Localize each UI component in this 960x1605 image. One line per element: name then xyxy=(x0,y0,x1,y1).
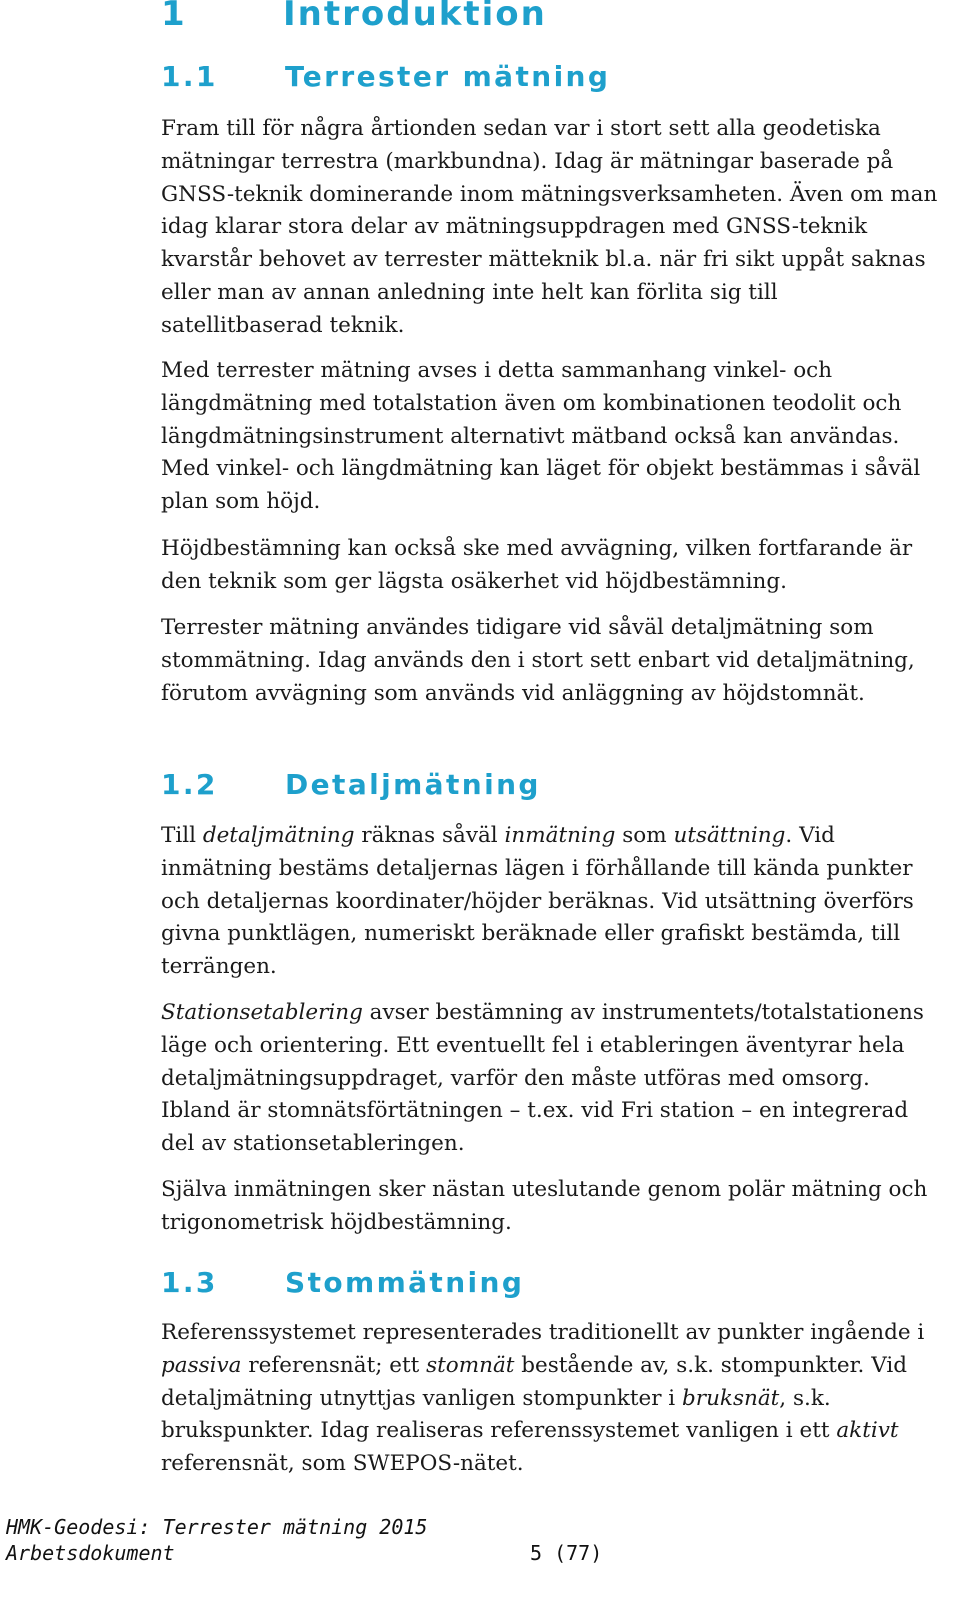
footer-doc-type: Arbetsdokument xyxy=(6,1541,175,1565)
section-title: Detaljmätning xyxy=(285,768,541,801)
text-run: Till xyxy=(161,823,203,848)
footer-page-number: 5 (77) xyxy=(530,1541,603,1565)
text-run: referensnät; ett xyxy=(241,1352,427,1378)
text-run: , s.k. brukspunkter. Idag realiseras referenssystemet vanligen i ett xyxy=(161,1385,837,1444)
paragraph xyxy=(161,820,946,984)
section-number: 1.1 xyxy=(161,60,218,93)
emphasis-term: utsättning xyxy=(673,823,786,848)
section-number: 1.2 xyxy=(161,768,218,801)
text-run: räknas såväl xyxy=(354,823,505,848)
section-title: Terrester mätning xyxy=(285,60,611,93)
footer-doc-title: HMK-Geodesi: Terrester mätning 2015 xyxy=(6,1515,428,1539)
text-run: Referenssystemet representerades traditionellt av punkter ingående i xyxy=(161,1320,925,1345)
emphasis-term: aktivt xyxy=(836,1418,899,1444)
text-run: avser bestämning av instrumentets/totalstationens läge och orientering. Ett eventuellt fel i etableringen äventyrar hela detaljmätningsuppdraget, varför den måste utföras med omsorg. Ibland är stomnätsförtätningen – t.ex. vid Fri station – en integrerad del av stationsetableringen. xyxy=(161,1000,924,1157)
emphasis-term: Stationsetablering xyxy=(161,1000,363,1025)
emphasis-term: passiva xyxy=(161,1352,242,1378)
emphasis-term: inmätning xyxy=(504,823,616,848)
paragraph: Själva inmätningen sker nästan uteslutande genom polär mätning och trigonometrisk höjdbestämning. xyxy=(161,1177,928,1235)
emphasis-term: bruksnät xyxy=(682,1385,780,1411)
paragraph: Höjdbestämning kan också ske med avvägning, vilken fortfarande är den teknik som ger lägsta osäkerhet vid höjdbestämning. xyxy=(161,536,913,594)
chapter-title: Introduktion xyxy=(283,0,547,34)
paragraph: Med terrester mätning avses i detta sammanhang vinkel- och längdmätning med totalstation även om kombinationen teodolit och längdmätningsinstrument alternativt mätband också kan användas. Med vinkel- och längdmätning kan läget för objekt bestämmas i såväl plan som höjd. xyxy=(161,358,921,515)
paragraph: Fram till för några årtionden sedan var i stort sett alla geodetiska mätningar terrestra (markbundna). Idag är mätningar baserade på GNSS-teknik dominerande inom mätningsverksamheten. Även om man idag klarar stora delar av mätningsuppdragen med GNSS-teknik kvarstår behovet av terrester mätteknik bl.a. när fri sikt uppåt saknas eller man av annan anledning inte helt kan förlita sig till satellitbaserad teknik. xyxy=(161,116,938,338)
section-heading-1-1 xyxy=(161,60,610,93)
emphasis-term: detaljmätning xyxy=(202,823,355,848)
chapter-number: 1 xyxy=(161,0,187,34)
text-run: referensnät, som SWEPOS-nätet. xyxy=(161,1451,524,1477)
paragraph: Terrester mätning användes tidigare vid såväl detaljmätning som stommätning. Idag används den i stort sett enbart vid detaljmätning, förutom avvägning som används vid anläggning av höjdstomnät. xyxy=(161,615,915,706)
paragraph xyxy=(161,1317,946,1481)
chapter-heading xyxy=(161,0,547,34)
section-heading-1-3 xyxy=(161,1266,524,1299)
text-run: som xyxy=(615,823,674,848)
emphasis-term: stomnät xyxy=(426,1352,515,1378)
section-title: Stommätning xyxy=(285,1266,525,1299)
text-run: bestående av, s.k. stompunkter. Vid detaljmätning utnyttjas vanligen stompunkter i xyxy=(161,1352,908,1411)
section-heading-1-2 xyxy=(161,768,541,801)
section-number: 1.3 xyxy=(161,1266,218,1299)
paragraph xyxy=(161,997,946,1161)
text-run: . Vid inmätning bestäms detaljernas lägen i förhållande till kända punkter och detaljernas koordinater/höjder beräknas. Vid utsättning överförs givna punktlägen, numeriskt beräknade eller grafiskt bestämda, till terrängen. xyxy=(161,823,914,980)
